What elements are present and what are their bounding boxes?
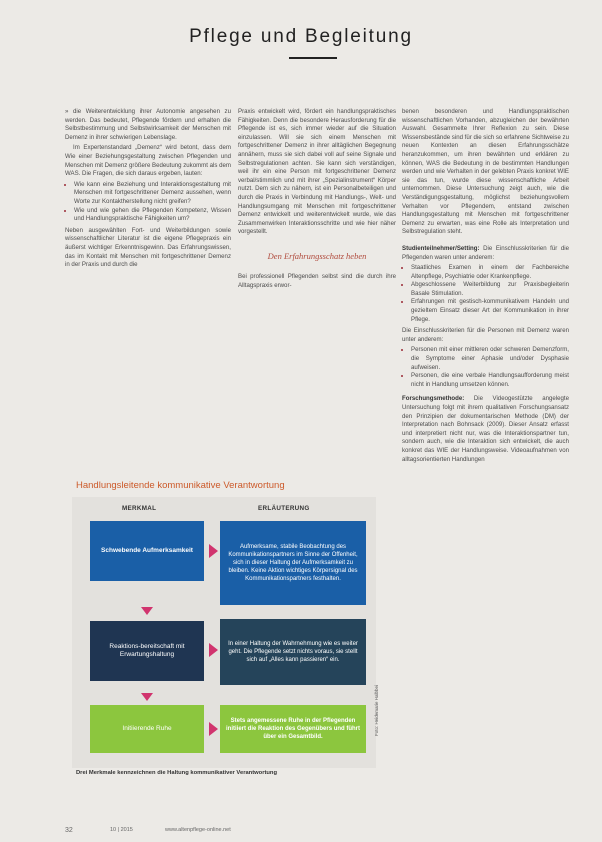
paragraph: Praxis entwickelt wird, fördert ein handlungspraktisches Fähigkeiten. Denn die besondere Herausforderung für die Pflegende ist es, sich immer wieder auf die Situation einzulassen. Will sie sich einem Menschen mit fortgeschrittener Demenz in ihrer alltäglichen Begegnung annähern, muss sie sich dabei voll auf seine Signale und Selbstregulationen achten. Sie kann sich verständigen, weil ihr ein eine Person mit fortgeschrittener Demenz verbal/stimmlich und mit ihrer „Spezialinstrument“ Körper nutzt. Dem sich zu nähern, ist ein Personalbeteiligen und durch die Praxis in Verbindung mit Handlungs-, Welt- und Handlungsumgang mit Menschen mit fortgeschrittener Demenz entwickelt und weiterentwickelt wurde, wie das Zusammenwirken Interaktionsschritte und wie hier näher vorgestellt. bbox=[238, 108, 396, 236]
column-header-erlaeuterung: ERLÄUTERUNG bbox=[258, 505, 310, 512]
erlaeuterung-box-1: Aufmerksame, stabile Beobachtung des Kommunikationspartners im Sinne der Offenheit, sich in dieser Haltung der Aufmerksamkeit zu bleiben. Keine Aktion wichtiges Körpersignal des Kommunikationspartners festhalten. bbox=[220, 521, 366, 605]
paragraph: benen besonderen und Handlungspraktischen wissenschaftlichen Vorhanden, abzugleichen der bewährten Auswahl. Gesammelte Ihrer Reflexion zu sein. Diese Wissensbestände sind für die sich so erfahrene Sichtweise zu neuen Kontexten an diesen Erfahrungsschätze heranzukommen, um ihren bewährten und erklären zu können, WAS die Bedeutung in de bestimmten Handlungen werden und wie Verhalten in der gelebten Praxis konkret WIE sie das tun, wurde diese wissenschaftliche Arbeit unternommen. Diese Untersuchung zeigt auch, wie die Verständigungsgestaltung, möglichst beziehungsvollem Verhalten vor Pflegendem, entstand zwischen Handlungsgestaltung mit Menschen mit fortgeschrittener Demenz zu erwarten, was eine Rolle als Interpretation und Selbstregulation steht. bbox=[402, 108, 569, 236]
paragraph: Bei professionell Pflegenden selbst sind die durch ihre Alltagspraxis erwor- bbox=[238, 272, 396, 289]
merkmal-box-2: Reaktions-bereitschaft mit Erwartungshaltung bbox=[90, 621, 204, 681]
criteria-list-patients bbox=[402, 346, 569, 389]
issue-date: 10 | 2015 bbox=[110, 827, 133, 833]
text-column-3 bbox=[402, 108, 569, 466]
graphic-caption: Drei Merkmale kennzeichnen die Haltung kommunikativer Verantwortung bbox=[76, 770, 278, 776]
paragraph bbox=[402, 395, 569, 464]
page-title: Pflege und Begleitung bbox=[189, 26, 413, 47]
merkmal-box-3: Initiierende Ruhe bbox=[90, 705, 204, 753]
arrow-down-icon bbox=[141, 607, 153, 615]
paragraph: » die Weiterentwicklung ihrer Autonomie angesehen zu werden. Das bedeutet, Pflegende fördern und erhalten die Selbstbestimmung und Selbstwirksamkeit der Menschen mit Demenz in ihrer schwierigen Lebenslage. bbox=[65, 108, 231, 141]
paragraph: Neben ausgewählten Fort- und Weiterbildungen sowie wissenschaftlicher Literatur ist die eigene Pflegepraxis ein äußerst wichtiger Erkenntnisgewinn. Das Erfahrungswissen, das im Kontakt mit Menschen mit fortgeschrittener Demenz in der Praxis und durch die bbox=[65, 226, 231, 269]
list-item: • Abgeschlossene Weiterbildung zur Praxisbegleiterin Basale Stimulation. bbox=[411, 281, 569, 298]
arrow-right-icon bbox=[209, 643, 218, 657]
pull-quote: Den Erfahrungsschatz heben bbox=[267, 250, 367, 261]
title-divider bbox=[289, 57, 337, 59]
paragraph bbox=[402, 245, 569, 262]
page-number: 32 bbox=[65, 827, 73, 834]
paragraph: Im Expertenstandard „Demenz“ wird betont, dass dem Wie einer Beziehungsgestaltung zwischen Pflegenden und Menschen mit Demenz größere Bedeutung zukommt als dem WAS. Die Fragen, die sich daraus ergeben, lauten: bbox=[65, 144, 231, 178]
criteria-list-nurses bbox=[402, 264, 569, 324]
list-item: • Personen mit einer mittleren oder schweren Demenzform, die Symptome einer Aphasie und/oder Dysphasie aufweisen. bbox=[411, 346, 569, 372]
subheading: Forschungsmethode: bbox=[402, 395, 465, 403]
list-item: • Personen, die eine verbale Handlungsaufforderung meist nicht in Handlung umsetzen können. bbox=[411, 372, 569, 389]
list-item: • Wie und wie gehen die Pflegenden Kompetenz, Wissen und Handlungspraktische Fähigkeiten um? bbox=[74, 207, 231, 224]
photo-credit: Foto: Heidemarie Halbbei bbox=[374, 685, 379, 737]
text-column-2 bbox=[238, 108, 396, 292]
paragraph: Die Einschlusskriterien für die Personen mit Demenz waren unter anderem: bbox=[402, 327, 569, 343]
merkmal-box-1: Schwebende Aufmerksamkeit bbox=[90, 521, 204, 581]
question-list bbox=[65, 181, 231, 224]
list-item: • Erfahrungen mit gestisch-kommunikativem Handeln und gezieltem Einsatz dieser Art der Kommunikation in ihrer Pflege. bbox=[411, 298, 569, 324]
arrow-right-icon bbox=[209, 722, 218, 736]
graphic-panel bbox=[72, 497, 376, 768]
erlaeuterung-box-3: Stets angemessene Ruhe in der Pflegenden initiiert die Reaktion des Gegenübers und führt über ein Gesamtbild. bbox=[220, 705, 366, 753]
list-item: • Staatliches Examen in einem der Fachbereiche Altenpflege, Psychiatrie oder Krankenpflege. bbox=[411, 264, 569, 281]
subheading-text: Die Einschlusskriterien für die Pflegenden waren unter anderem: bbox=[402, 244, 569, 261]
text-column-1 bbox=[65, 108, 231, 272]
column-header-merkmal: MERKMAL bbox=[122, 505, 157, 512]
subheading-text: Die Videogestützte angelegte Untersuchung folgt mit ihrem qualitativen Forschungsansatz den Prinzipien der dokumentarischen Methode (DM) der Interpretation nach Bohnsack (2009). Dieser Ansatz erfasst und interpretiert nicht nur, was die Interaktionspartner tun, sondern auch, wie die Interaktion sich entwickelt, die auch konkret das WIE der Handlungsweise. Videoaufnahmen von alltagsorientierten Handlungen bbox=[402, 395, 569, 463]
website: www.altenpflege-online.net bbox=[165, 827, 231, 833]
arrow-right-icon bbox=[209, 544, 218, 558]
arrow-down-icon bbox=[141, 693, 153, 701]
erlaeuterung-box-2: In einer Haltung der Wahrnehmung wie es weiter geht. Die Pflegende setzt nichts voraus, sie stellt sich auf „Alles kann passieren“ ein. bbox=[220, 619, 366, 685]
graphic-title: Handlungsleitende kommunikative Verantwortung bbox=[76, 480, 285, 491]
subheading: Studienteilnehmer/Setting: bbox=[402, 244, 480, 252]
list-item: • Wie kann eine Beziehung und Interaktionsgestaltung mit Menschen mit fortgeschrittener Demenz aussehen, wenn Worte zur Kontaktherstellung nicht greifen? bbox=[74, 181, 231, 207]
